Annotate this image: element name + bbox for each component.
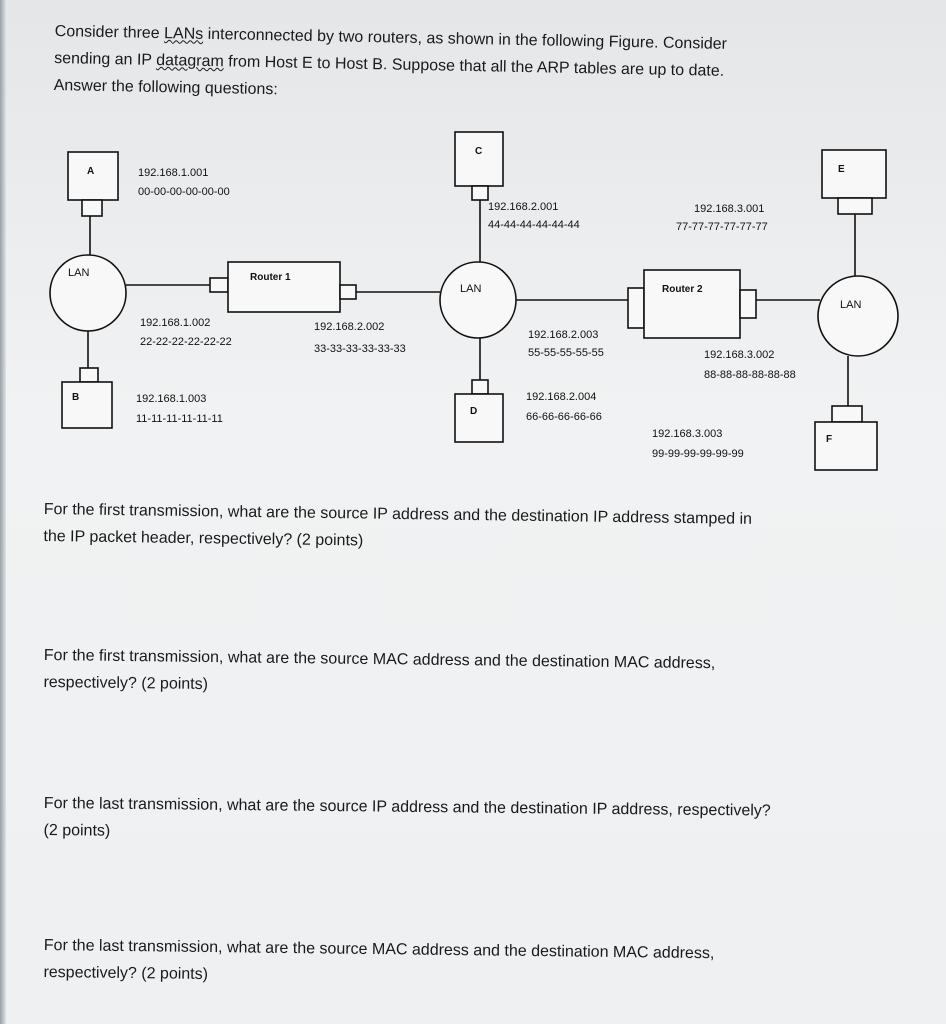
question-3-line-1: For the last transmission, what are the source IP address and the destination IP address, respectively? (43, 794, 771, 820)
router-1-box (228, 262, 340, 312)
question-3 (43, 790, 924, 853)
question-4-line-2: respectively? (2 points) (43, 963, 209, 984)
router-2-box (644, 270, 740, 338)
question-3-line-2: (2 points) (43, 821, 111, 840)
question-4-line-1: For the last transmission, what are the source MAC address and the destination MAC address, (43, 936, 715, 963)
network-diagram (0, 0, 946, 480)
intro-line-3: Answer the following questions: (53, 76, 278, 99)
intro-line-2: sending an IP datagram from Host E to Host B. Suppose that all the ARP tables are up to date. (54, 49, 725, 80)
host-f-box (815, 422, 877, 470)
intro-line-1: Consider three LANs interconnected by two routers, as shown in the following Figure. Consider (54, 22, 728, 53)
host-c-box (455, 132, 503, 186)
question-1-line-2: the IP packet header, respectively? (2 points) (43, 527, 364, 550)
host-f-mac: 99-99-99-99-99-99 (652, 448, 744, 460)
host-e-box (822, 150, 886, 198)
host-d-ip: 192.168.2.004 (526, 391, 597, 403)
host-d-box (455, 394, 503, 442)
host-f-label: F (826, 434, 833, 445)
router-1-right-ip: 192.168.2.002 (314, 321, 385, 333)
lan-3-label: LAN (840, 299, 862, 311)
question-2-line-2: respectively? (2 points) (43, 673, 209, 694)
host-c-mac: 44-44-44-44-44-44 (488, 219, 580, 231)
lan-3-circle (818, 276, 898, 356)
host-e-ip: 192.168.3.001 (694, 203, 765, 215)
host-d-label: D (470, 406, 478, 417)
router-2-right-ip: 192.168.3.002 (704, 349, 775, 361)
host-a-mac: 00-00-00-00-00-00 (138, 186, 230, 198)
router-1-left-ip: 192.168.1.002 (140, 317, 211, 329)
underlined-datagram: datagram (156, 51, 224, 71)
question-4 (43, 932, 924, 997)
host-e-mac: 77-77-77-77-77-77 (676, 221, 768, 233)
host-f-ip: 192.168.3.003 (652, 428, 723, 440)
host-b-box (62, 382, 112, 428)
host-c-label: C (475, 146, 483, 157)
host-d-mac: 66-66-66-66-66 (526, 411, 602, 423)
router-2-label: Router 2 (662, 284, 703, 295)
router-2-right-mac: 88-88-88-88-88-88 (704, 369, 796, 381)
host-c-ip: 192.168.2.001 (488, 201, 559, 213)
router-2-left-mac: 55-55-55-55-55 (528, 347, 604, 359)
lan-2-label: LAN (460, 283, 482, 295)
host-a-label: A (87, 166, 95, 177)
host-e-label: E (838, 164, 845, 175)
question-2 (43, 642, 924, 707)
router-1-left-mac: 22-22-22-22-22-22 (140, 336, 232, 348)
host-b-ip: 192.168.1.003 (136, 393, 207, 405)
underlined-lans: LANs (163, 25, 204, 43)
host-a-ip: 192.168.1.001 (138, 167, 209, 179)
host-b-label: B (72, 392, 80, 403)
lan-1-label: LAN (68, 267, 90, 279)
lan-2-circle (440, 262, 516, 338)
router-1-label: Router 1 (250, 272, 291, 283)
host-b-mac: 11-11-11-11-11-11 (136, 413, 223, 425)
question-2-line-1: For the first transmission, what are the source MAC address and the destination MAC address, (43, 646, 716, 673)
question-1-line-1: For the first transmission, what are the source IP address and the destination IP address stamped in (43, 500, 753, 528)
router-2-left-ip: 192.168.2.003 (528, 329, 599, 341)
router-1-right-mac: 33-33-33-33-33-33 (314, 343, 406, 355)
